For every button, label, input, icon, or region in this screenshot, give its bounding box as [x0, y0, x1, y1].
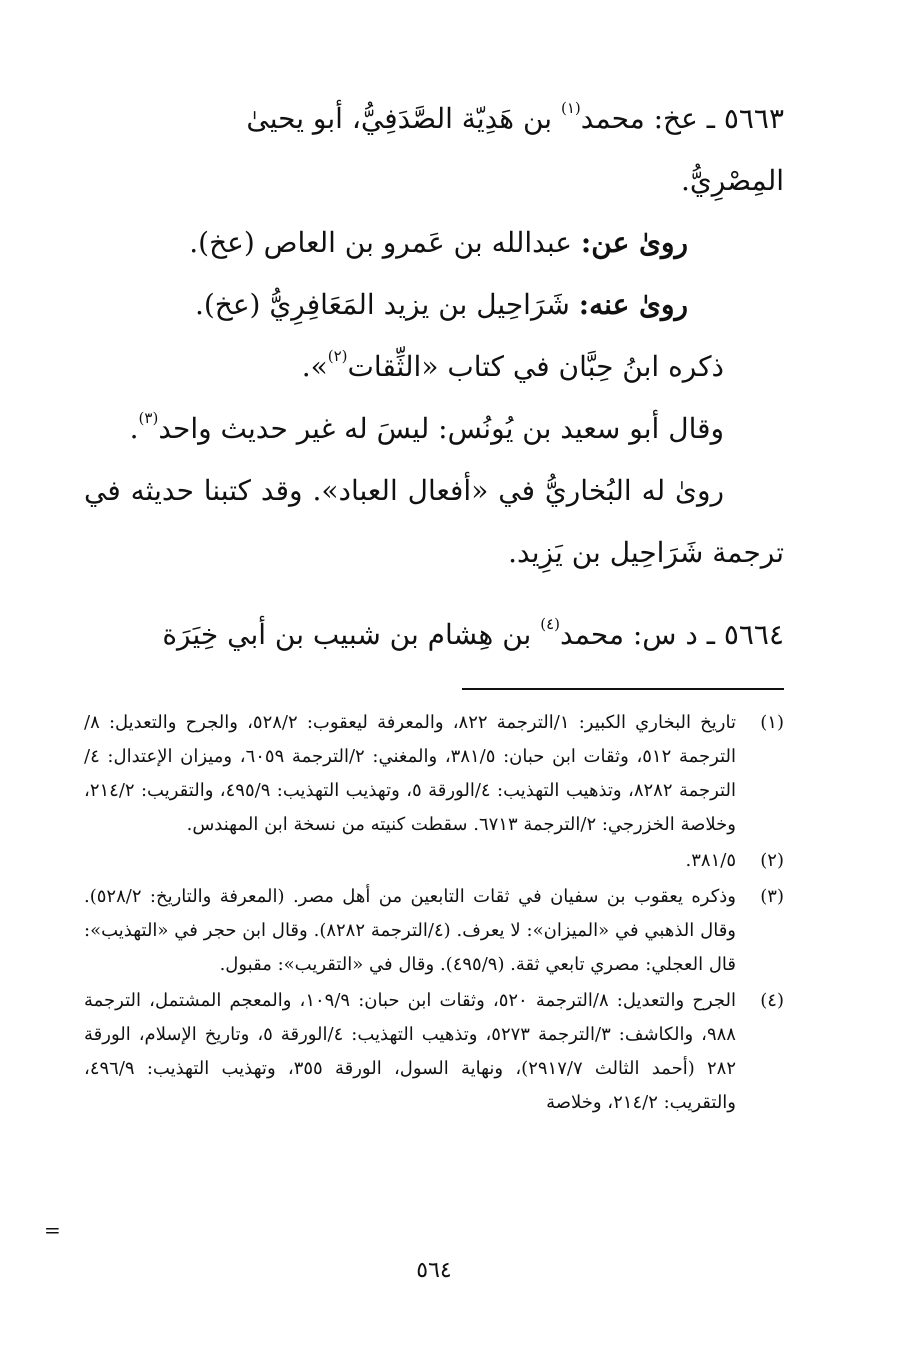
rawa-lahu-paragraph: روىٰ له البُخاريُّ في «أفعال العباد». وقد كتبنا حديثه في ترجمة شَرَاحِيل بن يَزِيد.	[84, 474, 784, 569]
entry-5663-heading-line2: المِصْرِيُّ.	[680, 164, 784, 197]
entry-5663-heading	[84, 88, 784, 150]
footnote-ref-1: (١)	[560, 99, 581, 117]
page	[44, 88, 784, 1318]
footnote-text: تاريخ البخاري الكبير: ١/الترجمة ٨٢٢، والمعرفة ليعقوب: ٥٢٨/٢، والجرح والتعديل: ٨/الترجمة ٥١٢، وثقات ابن حبان: ٣٨١/٥، والمغني: ٢/الترجمة ٦٠٥٩، وميزان الإعتدال: ٤/الترجمة ٨٢٨٢، وتذهيب التهذيب: ٤/الورقة ٥، وتهذيب التهذيب: ٤٩٥/٩، والتقريب: ٢١٤/٢، وخلاصة الخزرجي: ٢/الترجمة ٦٧١٣. سقطت كنيته من نسخة ابن المهندس.	[84, 712, 736, 835]
footnote-3	[84, 880, 784, 982]
rawa-anhu-line	[84, 274, 784, 336]
entry-5664-heading	[84, 604, 784, 666]
footnote-2	[84, 844, 784, 878]
entry-gap	[84, 584, 784, 604]
entry-5663-heading-start: ٥٦٦٣ ـ عخ: محمد	[580, 102, 784, 135]
entry-5663-heading-rest: بن هَدِيّة الصَّدَفِيُّ، أبو يحيىٰ	[246, 102, 553, 135]
page-number: ٥٦٤	[416, 1258, 452, 1283]
footnote-4	[84, 984, 784, 1120]
dhakarahu-line	[84, 336, 784, 398]
qala-end: .	[129, 412, 139, 445]
qala-text: وقال أبو سعيد بن يُونُس: ليسَ له غير حديث واحد	[158, 412, 724, 445]
footnote-separator	[462, 688, 784, 690]
footnote-ref-2: (٢)	[327, 347, 348, 365]
footnote-number: (١)	[760, 712, 784, 733]
rawa-an-label: روىٰ عن:	[580, 226, 688, 259]
footnote-text: الجرح والتعديل: ٨/الترجمة ٥٢٠، وثقات ابن حبان: ١٠٩/٩، والمعجم المشتمل، الترجمة ٩٨٨، والكاشف: ٣/الترجمة ٥٢٧٣، وتذهيب التهذيب: ٤/الورقة ٥، وتاريخ الإسلام، الورقة ٢٨٢ (أحمد الثالث ٢٩١٧/٧)، ونهاية السول، الورقة ٣٥٥، وتهذيب التهذيب: ٤٩٦/٩، والتقريب: ٢١٤/٢، وخلاصة	[84, 990, 737, 1113]
entry-5664-heading-rest: بن هِشام بن شبيب بن أبي خِيَرَة	[162, 618, 532, 651]
entry-5664-heading-start: ٥٦٦٤ ـ د س: محمد	[560, 618, 784, 651]
dhakarahu-end: ».	[301, 350, 328, 383]
footnote-text: ٣٨١/٥.	[685, 850, 736, 871]
continuation-mark: =	[44, 1218, 61, 1242]
rawa-anhu-label: روىٰ عنه:	[578, 288, 688, 321]
footnote-1	[84, 706, 784, 842]
footnotes	[84, 706, 784, 1122]
qala-line	[84, 398, 784, 460]
footnote-ref-4: (٤)	[540, 615, 560, 633]
dhakarahu-text: ذكره ابنُ حِبَّان في كتاب «الثِّقات	[347, 350, 724, 383]
rawa-anhu-text: شَرَاحِيل بن يزيد المَعَافِرِيُّ (عخ).	[194, 288, 570, 321]
footnote-number: (٣)	[760, 886, 784, 907]
footnote-ref-3: (٣)	[138, 409, 159, 427]
footnote-number: (٤)	[760, 990, 784, 1011]
rawa-an-line	[84, 212, 784, 274]
rawa-an-text: عبدالله بن عَمرو بن العاص (عخ).	[189, 226, 573, 259]
footnote-number: (٢)	[760, 850, 784, 871]
footnote-text: وذكره يعقوب بن سفيان في ثقات التابعين من أهل مصر. (المعرفة والتاريخ: ٥٢٨/٢). وقال الذهبي في «الميزان»: لا يعرف. (٤/الترجمة ٨٢٨٢). وقال ابن حجر في «التهذيب»: قال العجلي: مصري تابعي ثقة. (٤٩٥/٩). وقال في «التقريب»: مقبول.	[84, 886, 736, 975]
